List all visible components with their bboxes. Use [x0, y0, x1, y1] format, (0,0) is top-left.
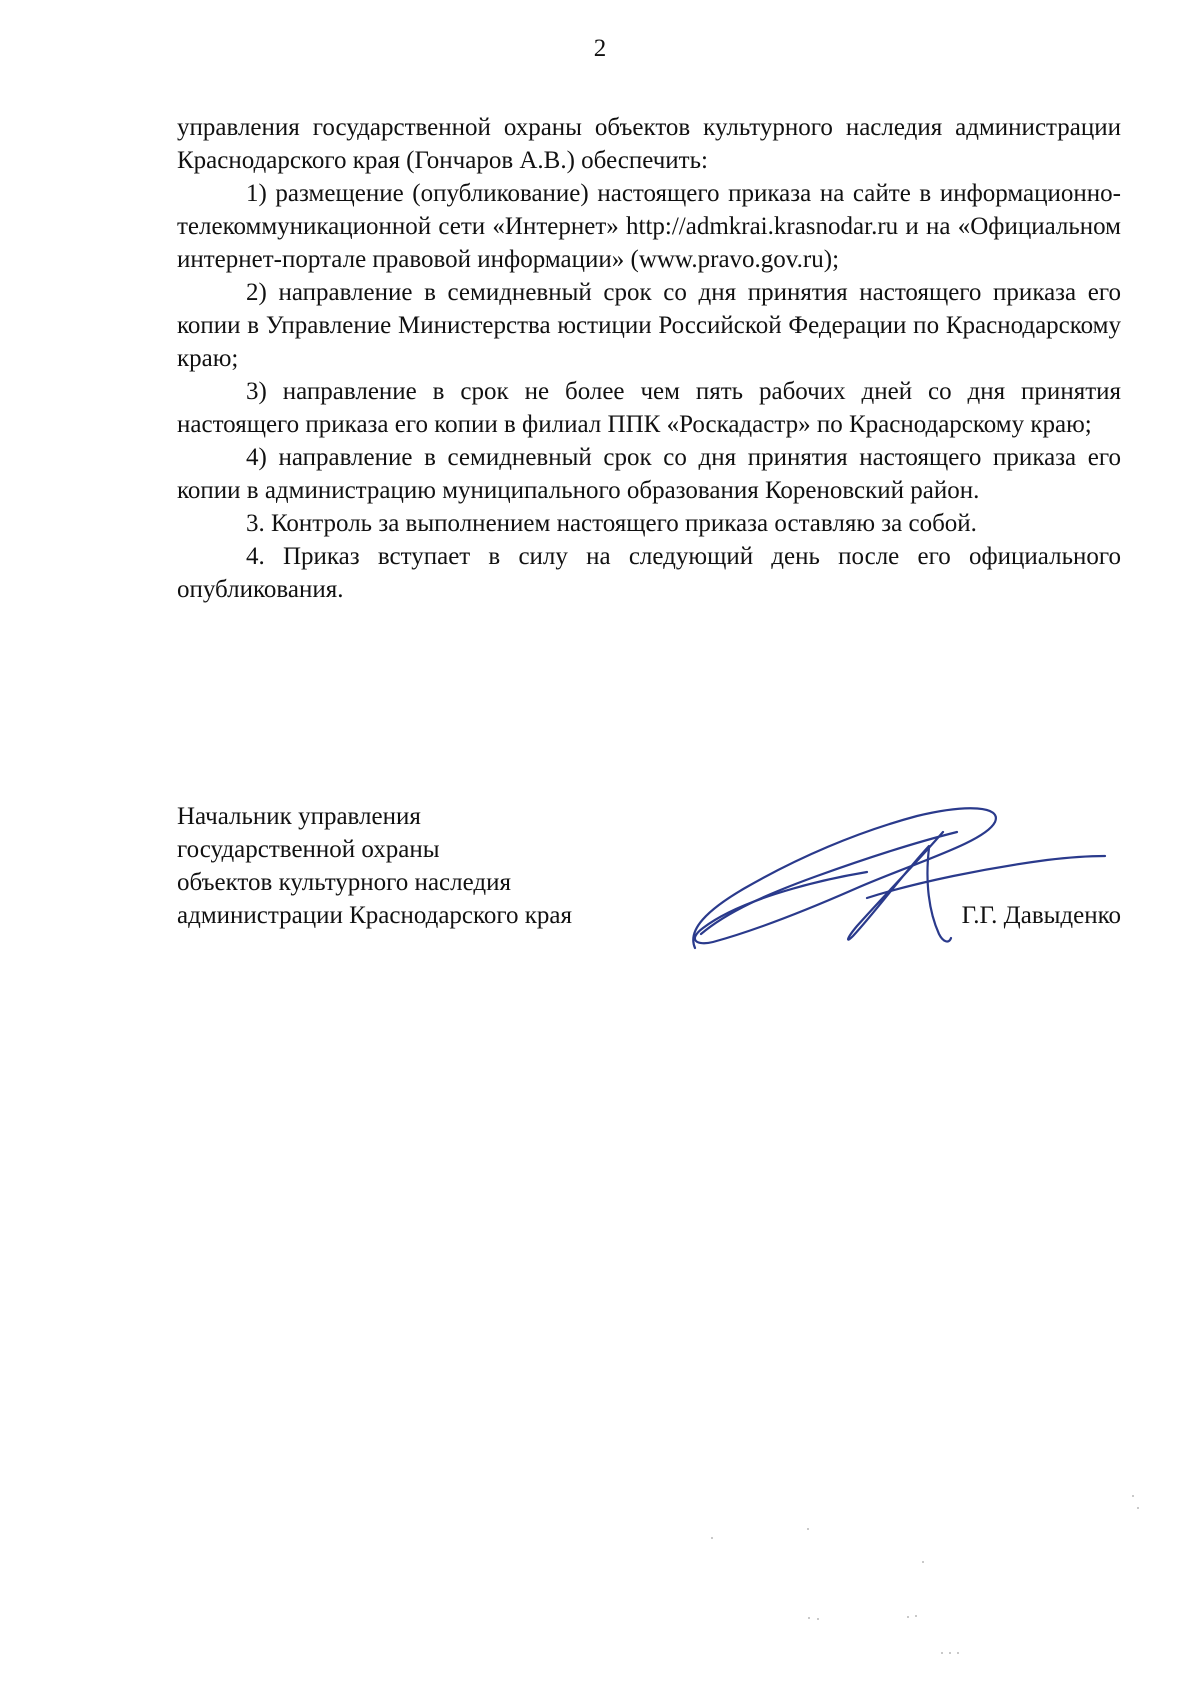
signature-stroke: [693, 808, 996, 948]
paragraph-item-1: 1) размещение (опубликование) настоящего приказа на сайте в информационно-телекоммуникационной сети «Интернет» http://admkrai.krasnodar.ru и на «Официальном интернет-портале правовой информации» (www.pravo.gov.ru);: [177, 180, 1121, 273]
signature-stroke: [927, 848, 951, 941]
page-number: 2: [593, 35, 607, 62]
signatory-name: Г.Г. Давыденко: [961, 902, 1121, 929]
paragraph-control: 3. Контроль за выполнением настоящего приказа оставляю за собой.: [246, 510, 977, 537]
paragraph-item-4: 4) направление в семидневный срок со дня принятия настоящего приказа его копии в администрацию муниципального образования Кореновский район.: [177, 444, 1121, 504]
paragraph-continuation: управления государственной охраны объектов культурного наследия администрации Краснодарского края (Гончаров А.В.) обеспечить:: [177, 114, 1121, 174]
document-body: [177, 111, 1121, 606]
signatory-title-line: государственной охраны: [177, 836, 440, 863]
paragraph-item-3: 3) направление в срок не более чем пять рабочих дней со дня принятия настоящего приказа его копии в филиал ППК «Роскадастр» по Краснодарскому краю;: [177, 378, 1121, 438]
paragraph-item-2: 2) направление в семидневный срок со дня принятия настоящего приказа его копии в Управление Министерства юстиции Российской Федерации по Краснодарскому краю;: [177, 279, 1121, 372]
signatory-title-line: администрации Краснодарского края: [177, 902, 573, 929]
signatory-title: [177, 800, 572, 932]
signature-block: [177, 800, 1121, 940]
paragraph-effective-date: 4. Приказ вступает в силу на следующий день после его официального опубликования.: [177, 543, 1121, 603]
signatory-title-line: Начальник управления: [177, 803, 421, 830]
signatory-title-line: объектов культурного наследия: [177, 869, 511, 896]
